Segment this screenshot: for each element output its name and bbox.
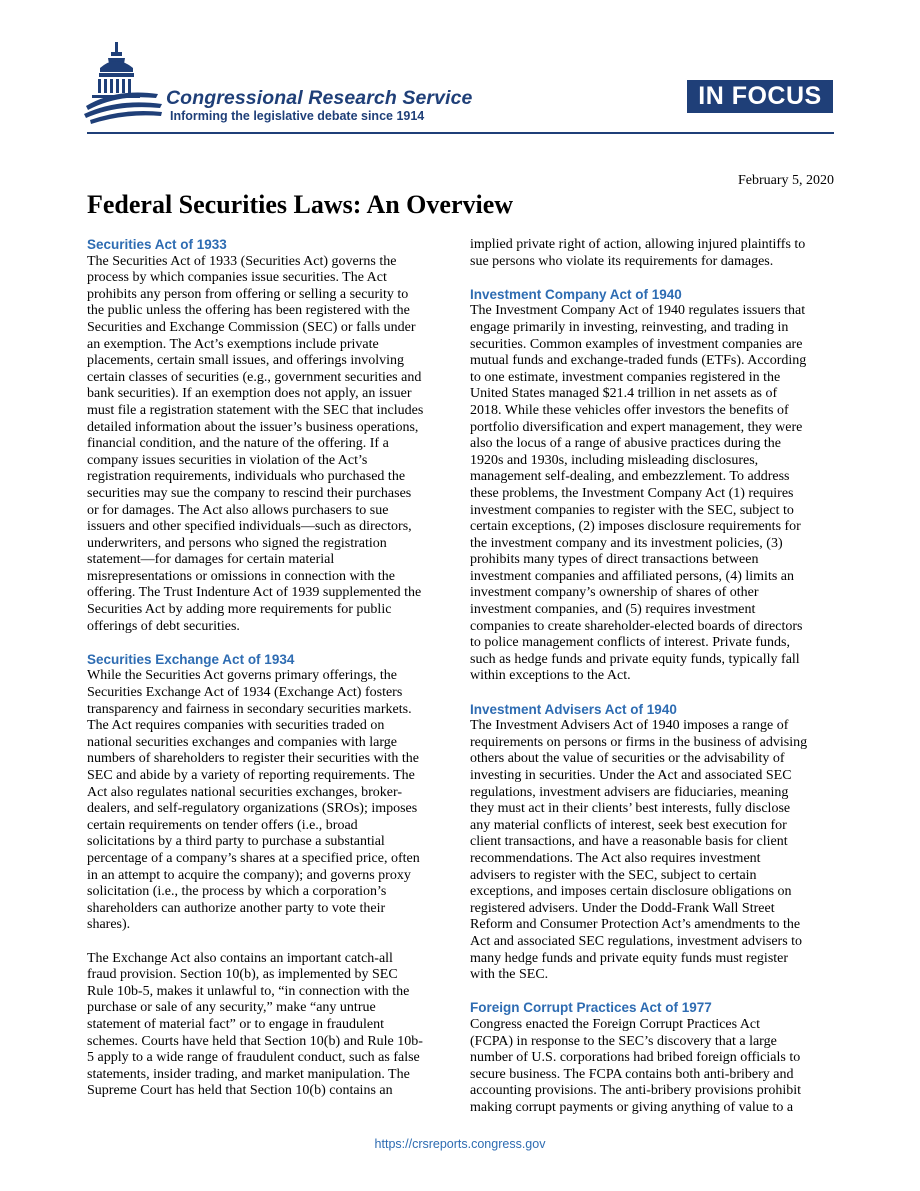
body-text-line: engage primarily in investing, reinvesting, and trading in [470,319,789,335]
body-text-line: also the locus of a range of abusive practices during the [470,436,782,452]
body-text-line: companies to create shareholder-elected boards of directors [470,618,803,634]
body-text-line: SEC and abide by a variety of reporting requirements. The [87,768,415,783]
body-text-line: prohibits any person from offering or selling a security to [87,286,409,302]
body-text-line: Supreme Court has held that Section 10(b) contains an [87,1083,393,1099]
body-text-line: securities may sue the company to rescind their purchases [87,485,412,501]
body-text-line: accounting provisions. The anti-bribery provisions prohibit [470,1083,802,1099]
body-text-line: issuers and other specified individuals—such as directors, [87,519,412,535]
body-text-line: The Act requires companies with securities traded on [87,718,385,734]
body-text-line: any material conflicts of interest, seek best execution for [470,817,787,833]
section-heading: Foreign Corrupt Practices Act of 1977 [470,1000,712,1016]
body-text-line: Rule 10b-5, makes it unlawful to, “in connection with the [87,983,410,999]
body-text-line: registration requirements, individuals who purchased the [87,469,406,485]
body-text-line: certain requirements on tender offers (i.e., broad [87,817,358,833]
body-text-line: to one estimate, investment companies registered in the [470,369,781,385]
body-text-line: dealers, and self-regulatory organizations (SROs); imposes [87,801,418,817]
body-text-line: Act also regulates national securities exchanges, broker- [87,784,402,800]
paragraph-gap [87,635,453,652]
publication-date: February 5, 2020 [737,173,834,188]
body-text-line: United States managed $21.4 trillion in net assets as of [470,386,778,402]
body-text-line: securities. Common examples of investment companies are [470,336,803,352]
body-text-line: schemes. Courts have held that Section 10(b) and Rule 10b- [87,1033,423,1049]
body-text-line: The Securities Act of 1933 (Securities Act) governs the [87,253,397,269]
body-text-line: transparency and fairness in secondary securities markets. [87,701,412,717]
section-heading: Securities Exchange Act of 1934 [87,651,295,667]
body-text-line: national securities exchanges and companies with large [87,734,397,750]
document-title: Federal Securities Laws: An Overview [87,190,514,219]
body-text-line: the investment company and its investment policies, (3) [470,535,783,551]
body-text-line: these problems, the Investment Company Act (1) requires [470,485,794,501]
body-text-line: While the Securities Act governs primary offerings, the [87,668,397,684]
body-text-line: The Exchange Act also contains an important catch-all [87,950,393,966]
body-text-line: exceptions, and imposes certain disclosure obligations on [470,884,792,900]
body-text-line: solicitations by a third party to purchase a substantial [87,834,385,850]
body-text-line: detailed information about the issuer’s business operations, [87,419,419,435]
body-text-line: financial condition, and the nature of the offering. If a [87,436,389,452]
section-heading: Investment Company Act of 1940 [470,286,682,302]
paragraph-gap [470,270,836,287]
body-text-line: investing in securities. Under the Act and associated SEC [470,768,792,783]
paragraph-gap [87,934,453,951]
body-text-line: others about the value of securities or the advisability of [470,751,785,767]
body-text-line: shareholders can authorize another party to vote their [87,900,386,916]
body-text-line: The Investment Company Act of 1940 regulates issuers that [470,303,806,319]
body-text-line: Reform and Consumer Protection Act’s amendments to the [470,917,801,933]
body-text-line: mutual funds and exchange-traded funds (ETFs). According [470,353,807,369]
footer-url-link[interactable]: https://crsreports.congress.gov [374,1137,546,1151]
body-text-line: statements, insider trading, and market manipulation. The [87,1066,410,1082]
body-text-line: company issues securities in violation of the Act’s [87,452,368,468]
body-text-line: purchase or sale of any security,” make “any untrue [87,1000,376,1016]
body-text-line: certain exceptions, (2) imposes disclosure requirements for [470,519,801,535]
body-text-line: The Investment Advisers Act of 1940 imposes a range of [470,718,789,734]
body-text-line: secure business. The FCPA contains both anti-bribery and [470,1066,794,1082]
paragraph-gap [470,984,836,1001]
body-text-line: Securities and Exchange Commission (SEC) or falls under [87,319,416,335]
left-column [87,237,453,1100]
body-text-line: in an attempt to acquire the company); and governs proxy [87,867,411,883]
capitol-dome-logo [84,40,166,130]
body-text-line: Securities Exchange Act of 1934 (Exchange Act) fosters [87,685,403,701]
body-text-line: making corrupt payments or giving anything of value to a [470,1099,794,1115]
body-text-line: investment companies, and (5) requires investment [470,602,756,618]
body-text-line: recommendations. The Act also requires investment [470,850,761,866]
body-text-line: within exceptions to the Act. [470,668,631,684]
body-text-line: client transactions, and have a reasonable basis for client [470,834,788,850]
body-text-line: investment companies to register with the SEC, subject to [470,502,794,518]
body-text-line: percentage of a company’s shares at a specified price, often [87,850,420,866]
body-text-line: the public unless the offering has been registered with the [87,303,410,319]
body-text-line: certain classes of securities (e.g., government securities and [87,369,422,385]
body-text-line: advisers to register with the SEC, subject to certain [470,867,757,883]
body-text-line: management self-dealing, and embezzlement. To address [470,469,790,485]
body-text-line: investment companies and affiliated persons, (4) limits an [470,568,794,584]
body-text-line: number of U.S. corporations had bribed foreign officials to [470,1050,801,1066]
body-text-line: 5 apply to a wide range of fraudulent conduct, such as false [87,1050,420,1066]
body-text-line: Act and associated SEC regulations, investment advisers to [470,933,803,949]
body-text-line: regulations, investment advisers are fiduciaries, meaning [470,784,789,800]
section-heading: Securities Act of 1933 [87,237,227,252]
body-text-line: bank securities). If an exemption does not apply, an issuer [87,386,412,402]
body-text-line: offerings of debt securities. [87,618,240,634]
body-text-line: statement of material fact” or to engage in fraudulent [87,1016,384,1032]
body-text-line: (FCPA) in response to the SEC’s discovery that a large [470,1033,777,1049]
body-text-line: Congress enacted the Foreign Corrupt Practices Act [470,1016,761,1032]
body-text-line: sue persons who violate its requirements for damages. [470,253,774,269]
body-text-line: placements, certain small issues, and offerings involving [87,353,405,369]
body-text-line: misrepresentations or omissions in connection with the [87,568,395,584]
body-text-line: statement—for damages for certain material [87,552,335,568]
body-text-line: with the SEC. [470,967,549,983]
body-text-line: solicitation (i.e., the process by which a corporation’s [87,884,387,900]
body-text-line: many hedge funds and private equity funds must register [470,950,789,966]
body-text-line: numbers of shareholders to register their securities with the [87,751,420,767]
body-text-line: registered advisers. Under the Dodd-Frank Wall Street [470,900,775,916]
body-text-line: offering. The Trust Indenture Act of 1939 supplemented the [87,585,422,601]
org-name: Congressional Research Service [166,87,473,109]
body-text-line: prohibits many types of direct transactions between [470,552,759,568]
right-column [470,237,836,1116]
body-text-line: must file a registration statement with the SEC that includes [87,402,424,418]
body-text-line: an exemption. The Act’s exemptions include private [87,336,379,352]
body-text-line: requirements on persons or firms in the business of advising [470,734,808,750]
header-divider [87,132,834,134]
org-tagline: Informing the legislative debate since 1914 [170,109,425,123]
body-text-line: or for damages. The Act also allows purchasers to sue [87,502,389,518]
paragraph-gap [470,685,836,702]
body-text-line: underwriters, and persons who signed the registration [87,535,387,551]
body-text-line: investment company’s ownership of shares of other [470,585,759,601]
in-focus-badge [687,80,833,113]
body-text-line: process by which companies issue securities. The Act [87,270,387,286]
body-text-line: 1920s and 1930s, including misleading disclosures, [470,452,759,468]
body-text-line: they must act in their clients’ best interests, fully disclose [470,801,791,817]
body-text-line: shares). [87,917,131,933]
body-text-line: fraud provision. Section 10(b), as implemented by SEC [87,967,398,983]
badge-label: IN FOCUS [698,82,822,110]
body-text-line: portfolio diversification and expert management, they were [470,419,803,435]
body-text-line: 2018. While these vehicles offer investors the benefits of [470,402,789,418]
body-text-line: Securities Act by adding more requirements for public [87,602,392,618]
body-text-line: such as hedge funds and private equity funds, typically fall [470,651,800,667]
body-text-line: implied private right of action, allowing injured plaintiffs to [470,237,806,252]
section-heading: Investment Advisers Act of 1940 [470,701,677,717]
body-text-line: to police management conflicts of interest. Private funds, [470,635,790,651]
